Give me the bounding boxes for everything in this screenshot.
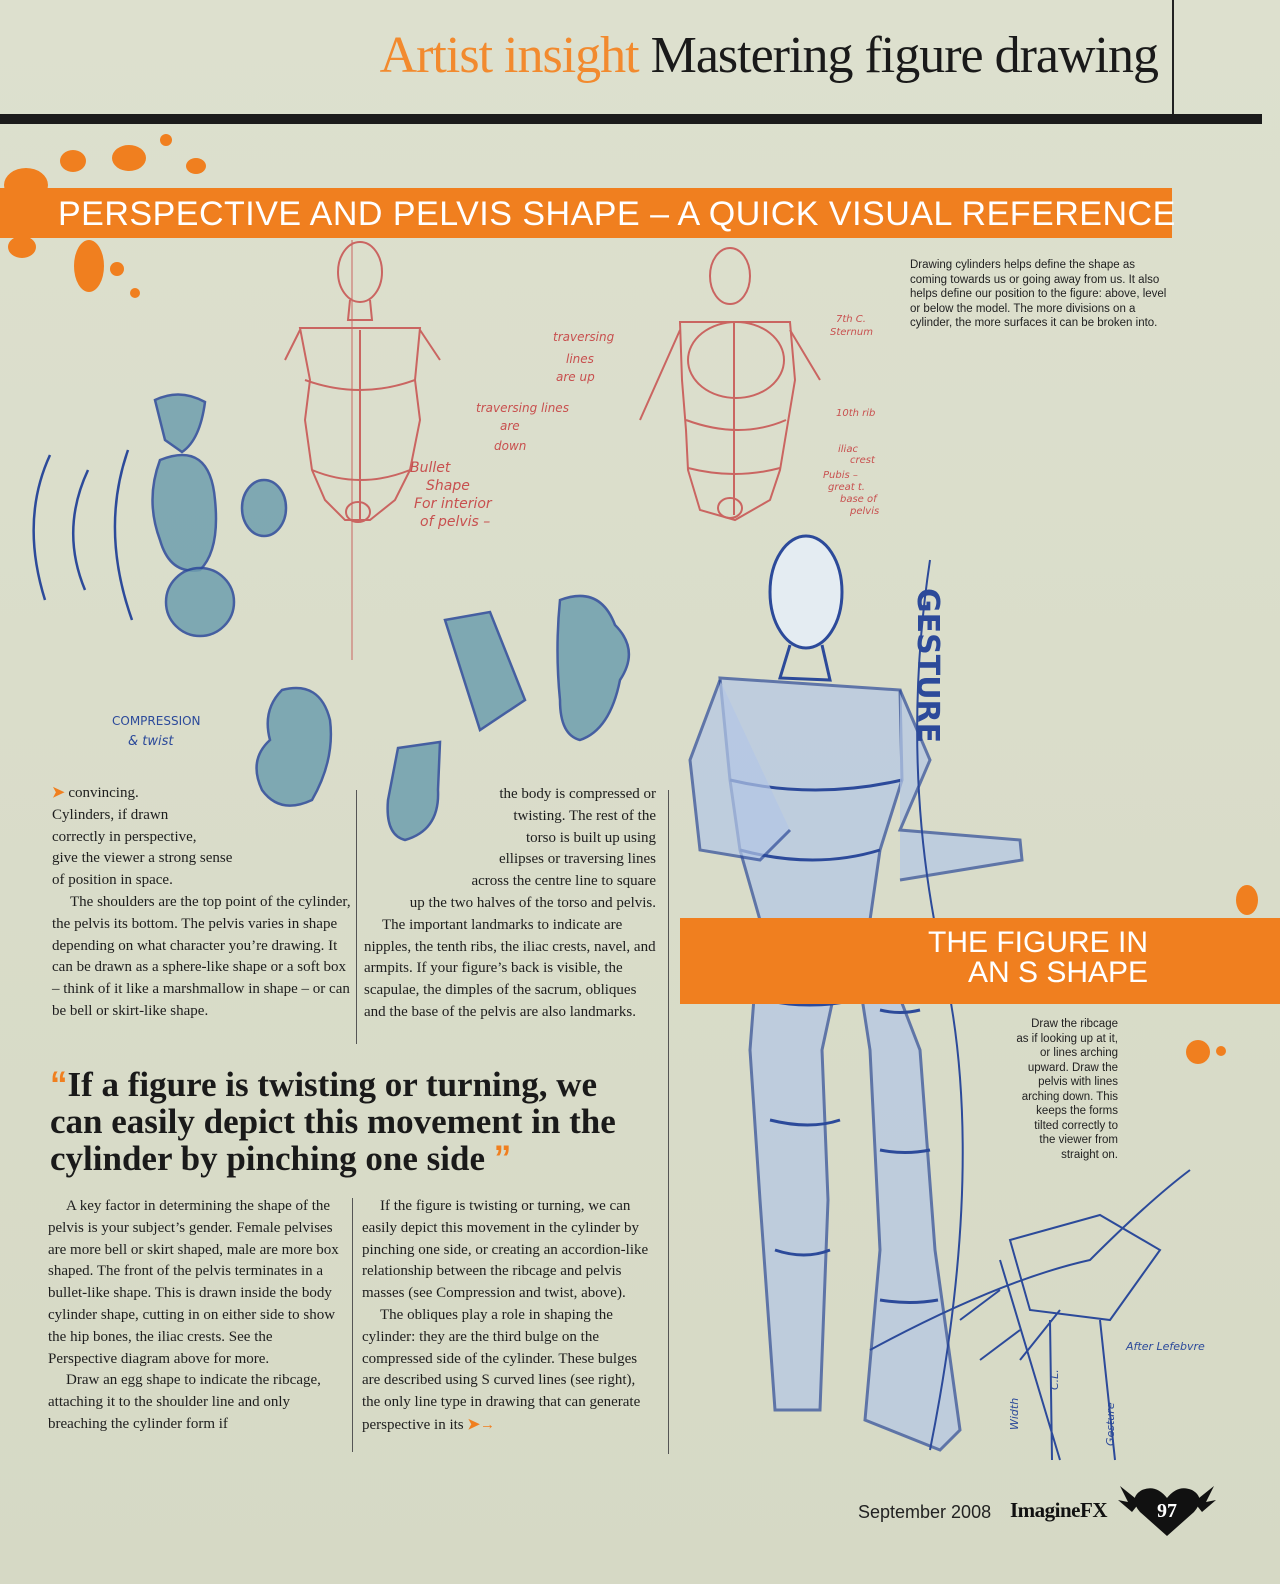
column-divider: [668, 790, 669, 1454]
note-tenth-rib: 10th rib: [836, 408, 876, 419]
front-torso-diagram: [285, 240, 440, 660]
caption-line: the viewer from: [1039, 1134, 1118, 1146]
header-rule: [0, 114, 1262, 124]
column-divider: [356, 790, 357, 1044]
caption-line: pelvis with lines: [1038, 1076, 1118, 1088]
note-traversing-up: lines: [566, 352, 594, 366]
note-traversing-down: are: [500, 419, 520, 433]
caption-line: keeps the forms: [1036, 1105, 1118, 1117]
body-paragraph-text: The obliques play a role in shaping the cylinder: they are the third bulge on the compressed side of the cylinder. These bulges are described using S curved lines (see right), the only line type in drawing that can generate perspective in its: [362, 1306, 641, 1433]
note-sternum: Sternum: [830, 327, 873, 338]
open-quote-icon: “: [50, 1065, 68, 1104]
note-bullet-shape: Shape: [426, 478, 470, 494]
text-line: give the viewer a strong sense: [52, 850, 233, 867]
column-divider: [352, 1198, 353, 1452]
continued-arrow-icon: ➤: [52, 784, 65, 801]
note-sternum: 7th C.: [836, 314, 866, 325]
body-paragraph: Draw an egg shape to indicate the ribcage, attaching it to the shoulder line and only breaching the cylinder form if: [48, 1372, 321, 1432]
note-after-lefebvre: After Lefebvre: [1126, 1340, 1205, 1353]
note-iliac-crest: crest: [850, 455, 875, 466]
twisting-torso-sketch: [34, 394, 286, 636]
note-traversing-up: traversing: [553, 330, 615, 344]
note-cl: C.L.: [1048, 1369, 1061, 1390]
body-column-top-left: [52, 782, 352, 1023]
body-paragraph: The shoulders are the top point of the cylinder, the pelvis its bottom. The pelvis varies in shape depending on what character you’re drawing. It can be drawn as a sphere-like shape or a soft box – think of it like a marshmallow in shape – or can be bell or skirt-like shape.: [52, 893, 351, 1019]
text-line: twisting. The rest of the: [513, 807, 656, 824]
body-column-bottom-left: [48, 1196, 344, 1436]
continued-arrow-icon: ➤→: [467, 1415, 495, 1433]
text-line: up the two halves of the torso and pelvis.: [409, 894, 656, 911]
note-bullet-shape: Bullet: [410, 460, 451, 476]
caption-line: upward. Draw the: [1027, 1061, 1118, 1074]
note-traversing-up: are up: [556, 370, 595, 384]
note-compression: COMPRESSION: [112, 714, 201, 728]
paint-splat: [60, 150, 86, 172]
caption-line: straight on.: [1061, 1148, 1118, 1161]
body-column-bottom-mid: [362, 1196, 654, 1437]
pull-quote-text: If a figure is twisting or turning, we can easily depict this movement in the cylinder by pinching one side: [50, 1065, 616, 1178]
note-pubis: Pubis –: [823, 470, 858, 481]
note-traversing-down: traversing lines: [476, 401, 569, 415]
caption-line: arching down. This: [1021, 1090, 1118, 1103]
note-iliac-crest: iliac: [838, 444, 858, 455]
magazine-logo: ImagineFX: [1010, 1498, 1107, 1522]
body-paragraph: If the figure is twisting or turning, we can easily depict this movement in the cylinder by pinching one side, or creating an accordion-like relationship between the ribcage and pelvis masses (see Compression and twist, above).: [362, 1198, 649, 1302]
close-quote-icon: ”: [493, 1139, 512, 1178]
note-pubis: pelvis: [850, 506, 880, 517]
text-line: ellipses or traversing lines: [498, 851, 656, 868]
note-width: Width: [1008, 1397, 1021, 1430]
text-line: Cylinders, if drawn: [52, 806, 169, 823]
note-bullet-shape: For interior: [414, 496, 492, 512]
section-label: Artist insight: [379, 27, 639, 84]
body-column-top-mid: [364, 784, 656, 1024]
note-gesture-small: Gesture: [1104, 1402, 1117, 1446]
note-compression: & twist: [128, 734, 174, 749]
s-shape-title: AN S SHAPE: [968, 956, 1149, 989]
caption-line: or lines arching: [1040, 1047, 1118, 1059]
section-banner-title: PERSPECTIVE AND PELVIS SHAPE – A QUICK VISUAL REFERENCE: [58, 195, 1176, 233]
cylinder-caption: Drawing cylinders helps define the shape as coming towards us or going away from us. It also helps define our position to the figure: above, level or below the model. The more divisions on a cylinder, the more surfaces it can be broken into.: [910, 259, 1167, 329]
caption-line: tilted correctly to: [1034, 1119, 1118, 1132]
text-line: torso is built up using: [525, 829, 656, 846]
body-paragraph: [362, 1305, 654, 1437]
body-paragraph: The important landmarks to indicate are nipples, the tenth ribs, the iliac crests, navel, and armpits. If your figure’s back is visible, the scapulae, the dimples of the sacrum, obliques and the base of the pelvis are also landmarks.: [364, 916, 656, 1020]
caption-line: as if looking up at it,: [1016, 1032, 1118, 1045]
text-line: correctly in perspective,: [52, 828, 197, 845]
body-paragraph: A key factor in determining the shape of the pelvis is your subject’s gender. Female pelvises are more bell or skirt shaped, male are more box shaped. The front of the pelvis terminates in a bullet-like shape. This is drawn inside the body cylinder shape, cutting in on either side to show the hip bones, the iliac crests. See the Perspective diagram above for more.: [48, 1198, 339, 1367]
text-line: of position in space.: [52, 872, 173, 889]
caption-line: Draw the ribcage: [1031, 1018, 1118, 1030]
article-title: Mastering figure drawing: [650, 27, 1158, 84]
pull-quote: [50, 1066, 650, 1177]
three-quarter-torso-diagram: [640, 248, 820, 520]
note-gesture: GESTURE: [910, 588, 945, 744]
note-bullet-shape: of pelvis –: [420, 514, 491, 530]
note-pubis: base of: [840, 494, 877, 505]
text-line: the body is compressed or: [499, 786, 656, 802]
header-vertical-rule: [1172, 0, 1174, 118]
s-shape-caption: [978, 1017, 1118, 1162]
page-header: [380, 26, 1158, 85]
note-pubis: great t.: [828, 482, 865, 493]
paint-splat: [186, 158, 206, 174]
note-traversing-down: down: [494, 439, 527, 453]
paint-splat: [112, 145, 146, 171]
paint-splat: [160, 134, 172, 146]
text-line: convincing.: [68, 785, 139, 801]
page-number: 97: [1157, 1500, 1177, 1522]
issue-date: September 2008: [858, 1502, 992, 1522]
s-shape-title: THE FIGURE IN: [928, 926, 1149, 959]
text-line: across the centre line to square: [471, 873, 656, 890]
